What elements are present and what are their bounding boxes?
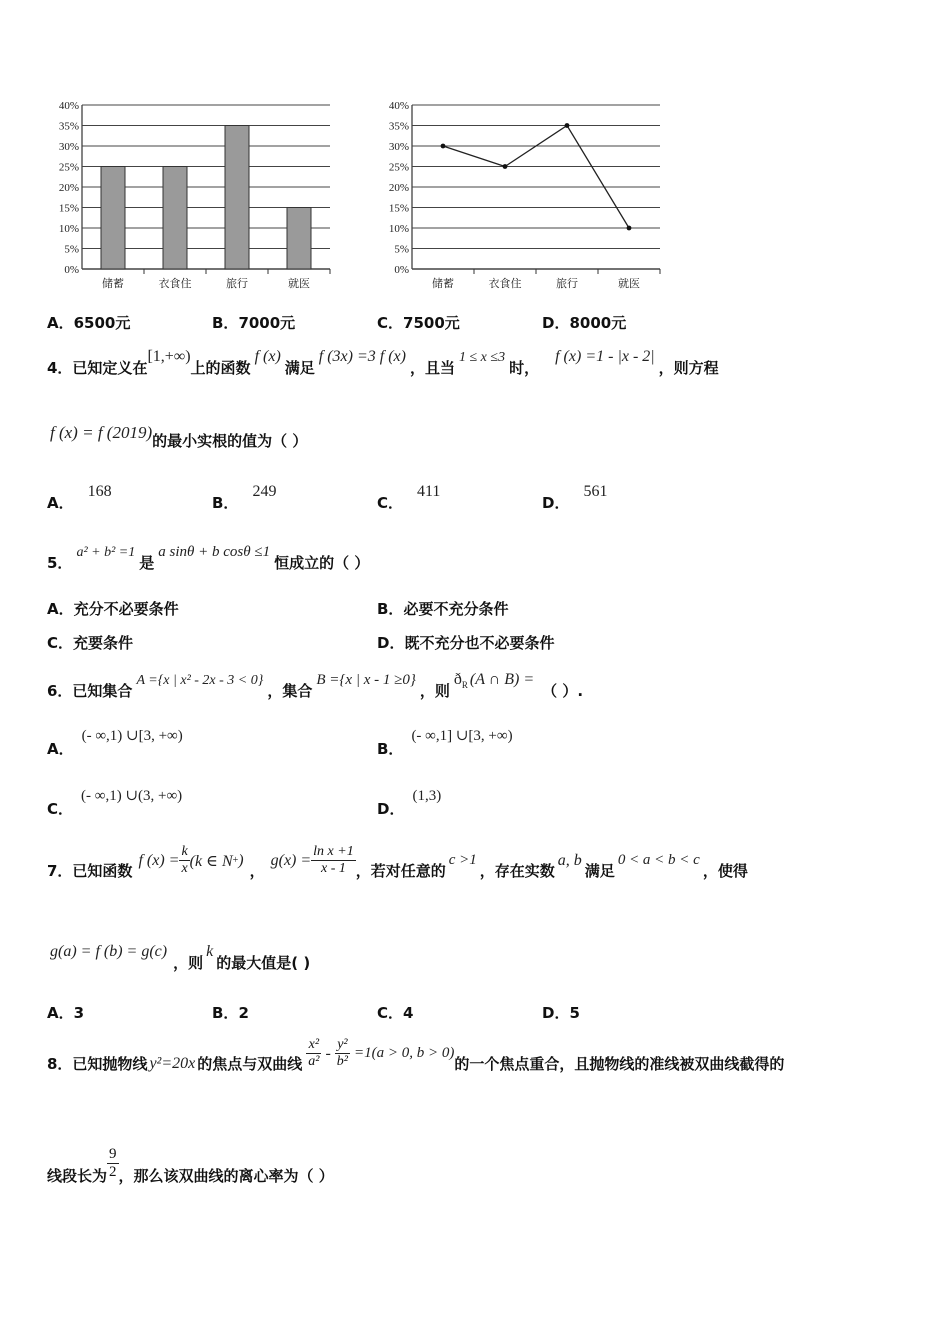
- y-tick-label: 0%: [394, 264, 409, 276]
- y-tick-label: 5%: [394, 243, 409, 256]
- q5-option-d[interactable]: D．既不充分也不必要条件: [377, 634, 555, 652]
- x-tick-label: 旅行: [556, 278, 578, 290]
- q8-stem-line2: 线段长为 $\frac{9}{2}$ ，那么该双曲线的离心率为（ ）: [47, 1146, 334, 1185]
- q7-f-fraction: $\frac{k}{x}$: [181, 844, 188, 876]
- q3-option-b[interactable]: B．7000元: [212, 314, 296, 332]
- q4-option-c[interactable]: C．411: [377, 483, 441, 512]
- y-tick-label: 30%: [388, 141, 409, 153]
- q7-option-a[interactable]: A．3: [47, 1004, 85, 1022]
- x-tick-label: 就医: [618, 278, 640, 290]
- q5-option-c[interactable]: C．充要条件: [47, 634, 134, 652]
- q3-option-d[interactable]: D．8000元: [542, 314, 627, 332]
- y-tick-label: 20%: [58, 182, 79, 194]
- q5-option-a[interactable]: A．充分不必要条件: [47, 600, 179, 618]
- bar: [225, 126, 249, 270]
- x-tick-label: 旅行: [226, 278, 248, 290]
- q5-option-b[interactable]: B．必要不充分条件: [377, 600, 509, 618]
- data-point: [627, 226, 632, 231]
- bar-chart: [40, 95, 340, 295]
- y-tick-label: 20%: [388, 182, 409, 194]
- x-tick-label: 就医: [288, 278, 310, 290]
- y-tick-label: 25%: [58, 161, 79, 174]
- y-tick-label: 5%: [64, 243, 79, 256]
- x-tick-label: 衣食住: [488, 278, 522, 290]
- q8-nine-halves: $\frac{9}{2}$: [109, 1146, 117, 1180]
- data-point: [503, 164, 508, 169]
- q4-option-d[interactable]: D．561: [542, 483, 608, 512]
- y-tick-label: 15%: [388, 202, 409, 215]
- q7-g-fraction: $\frac{\text{ln x +1}}{x - 1}$: [313, 844, 354, 876]
- q3-option-a[interactable]: A．6500元: [47, 314, 131, 332]
- bar: [287, 208, 311, 270]
- y-tick-label: 10%: [58, 223, 79, 235]
- x-tick-label: 衣食住: [158, 278, 192, 290]
- q5-stem: 5．a² + b² =1是a sinθ + b cosθ ≤1恒成立的（ ）: [47, 544, 370, 572]
- data-point: [565, 123, 570, 128]
- q4-option-b[interactable]: B．249: [212, 483, 277, 512]
- line-chart: [370, 95, 670, 295]
- bar: [163, 167, 187, 270]
- y-tick-label: 35%: [388, 120, 409, 133]
- q4-domain: [1,+∞): [147, 348, 191, 365]
- data-point: [441, 144, 446, 149]
- y-tick-label: 25%: [388, 161, 409, 174]
- y-tick-label: 40%: [58, 100, 79, 112]
- q7-option-d[interactable]: D．5: [542, 1004, 580, 1022]
- q6-option-c[interactable]: C．(- ∞,1) ∪(3, +∞): [47, 788, 183, 818]
- q6-option-a[interactable]: A．(- ∞,1) ∪[3, +∞): [47, 728, 183, 758]
- q6-option-d[interactable]: D．(1,3): [377, 788, 442, 818]
- q6-option-b[interactable]: B．(- ∞,1] ∪[3, +∞): [377, 728, 513, 758]
- bar: [101, 167, 125, 270]
- q7-stem-line2: g(a) = f (b) = g(c)，则k的最大值是( ): [50, 943, 311, 972]
- y-tick-label: 0%: [64, 264, 79, 276]
- q4-option-a[interactable]: A．168: [47, 483, 112, 512]
- y-tick-label: 30%: [58, 141, 79, 153]
- y-tick-label: 10%: [388, 223, 409, 235]
- q7-option-b[interactable]: B．2: [212, 1004, 249, 1022]
- q8-x-fraction: $\frac{\text{x²}}{\text{a²}}$: [308, 1037, 320, 1069]
- q4-stem-line2: f (x) = f (2019)的最小实根的值为（ ）: [50, 423, 308, 450]
- series-line: [443, 126, 629, 229]
- q8-stem-line1: 8．已知抛物线 y²=20x 的焦点与双曲线 $\frac{\text{x²}}{\text{a²}}$ - $\frac{\text{y²}}{\text{b²}}$ =1(a > 0, b > 0) 的一个焦点重合，且抛物线的准线被双曲线截得的: [47, 1037, 785, 1073]
- q8-y-fraction: $\frac{\text{y²}}{\text{b²}}$: [336, 1037, 348, 1069]
- y-tick-label: 35%: [58, 120, 79, 133]
- q6-stem: 6．已知集合A ={x | x² - 2x - 3 < 0}，集合B ={x | x - 1 ≥0}，则$ð_R$ (A ∩ B) =（ ）.: [47, 671, 584, 700]
- x-tick-label: 储蓄: [102, 278, 124, 290]
- q7-option-c[interactable]: C．4: [377, 1004, 414, 1022]
- q4-stem-line1: 4．已知定义在[1,+∞)上的函数f (x)满足f (3x) =3 f (x)，且当1 ≤ x ≤3时，f (x) =1 - |x - 2|，则方程: [47, 348, 719, 377]
- x-tick-label: 储蓄: [432, 278, 454, 290]
- q3-option-c[interactable]: C．7500元: [377, 314, 460, 332]
- y-tick-label: 40%: [388, 100, 409, 112]
- y-tick-label: 15%: [58, 202, 79, 215]
- q7-stem-line1: 7．已知函数 f (x) = $\frac{k}{x}$ (k ∈ N + ) ， g(x) = $\frac{\text{ln x +1}}{x - 1}$ ，若对任意的 c >1 ，存在实数 a, b 满足 0 < a < b < c ，使得: [47, 844, 748, 880]
